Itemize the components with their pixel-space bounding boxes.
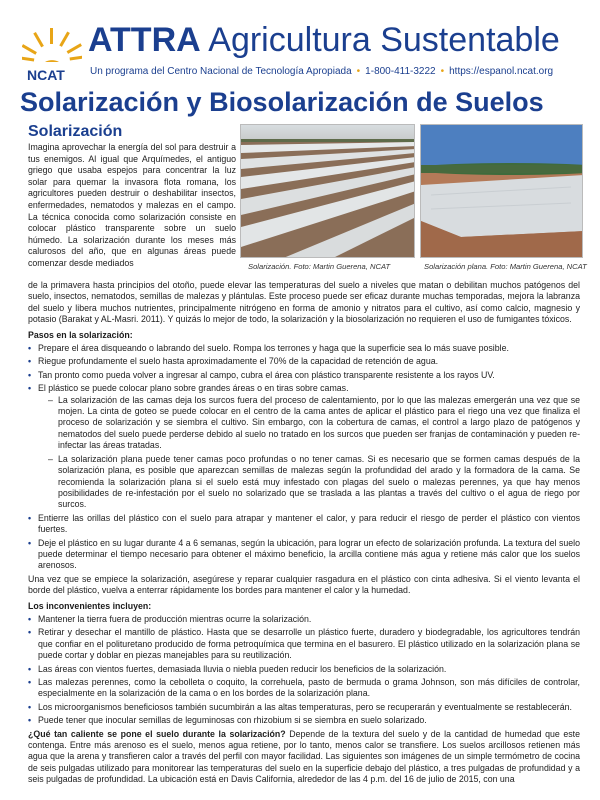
question-text: ¿Qué tan caliente se pone el suelo durante la solarización? [28,728,286,739]
intro-paragraph: Imagina aprovechar la energía del sol para destruir a tus enemigos. Al igual que Arquímedes, el antiguo griego que usaba espejos para concentrar la luz solar para quemar la invasora flota romana, los agricultores pueden destruir o deshabilitar insectos, enfermedades, nematodos y malezas en el campo. La técnica conocida como solarización consiste en colocar plástico transparente sobre un suelo húmedo. La solarización durante los meses más calurosos del año, que en algunas áreas puede comenzar desde mediados [28,142,236,268]
header-subline [90,66,553,77]
logo-text: NCAT [27,67,65,82]
section-heading: Solarización [28,123,123,140]
cons-heading: Los inconvenientes incluyen: [28,600,152,611]
separator-dot-icon: • [440,66,445,77]
photo2-caption: Solarización plana. Foto: Martin Guerena, NCAT [424,262,587,271]
list-item: • Riegue profundamente el suelo hasta aproximadamente el 70% de la capacidad de retención de agua. [28,356,580,367]
photo1-caption: Solarización. Foto: Martin Guerena, NCAT [248,262,391,271]
brand-bold: ATTRA [88,21,201,59]
continuation-paragraph: de la primavera hasta principios del otoño, puede elevar las temperaturas del suelo a niveles que matan o debilitan muchos patógenos del suelo, insectos, nematodos, semillas de malezas y plántulas. Este proceso puede ser eficaz durante muchas temporadas, mejora la labranza del suelo y libera muchos nutrientes, principalmente nitrógeno en forma de amonio y nitratos para el cultivo, así como calcio, magnesio y potasio (Barakat y AL-Masri. 2011). Y quizás lo mejor de todo, la solarización y la biosolarización no requieren el uso de fumigantes tóxicos. [28,280,580,325]
list-item: – La solarización plana puede tener camas poco profundas o no tener camas. Si es necesario que se formen camas después de la solarización plana, es posible que aparezcan semillas de malezas según la profundidad del arado y la formadora de la cama. Se recomienda la solarización plana si el suelo está muy infestado con plagas del suelo o malezas perennes, ya que hay menos posibilidades de re-infestación por el suelo no solarizado que se traslada a las plantas a través del cultivo o el agua de riego por surcos. [48,454,580,511]
list-item: • Deje el plástico en su lugar durante 4 a 6 semanas, según la ubicación, para lograr un efecto de solarización profunda. La textura del suelo puede determinar el tiempo necesario para obtener el máximo beneficio, la arcilla contiene más agua y retiene más calor que los suelos arenosos. [28,538,580,572]
sub-steps-list [48,395,580,511]
list-item: • Tan pronto como pueda volver a ingresar al campo, cubra el área con plástico transparente resistente a los rayos UV. [28,370,580,381]
program-text: Un programa del Centro Nacional de Tecnología Apropiada [90,66,352,77]
steps-list [28,343,580,572]
ncat-sun-logo-icon [22,24,82,82]
brand-rest: Agricultura Sustentable [208,21,560,59]
page-header [0,0,600,88]
list-item: • Prepare el área disqueando o labrando del suelo. Rompa los terrones y haga que la superficie sea lo más suave posible. [28,343,580,354]
phone-text: 1-800-411-3222 [365,66,436,77]
list-item: • Puede tener que inocular semillas de leguminosas con rhizobium si se siembra en suelo solarizado. [28,715,580,726]
question-paragraph [28,729,580,786]
page-title: Solarización y Biosolarización de Suelos [20,87,544,117]
url-link[interactable]: https://espanol.ncat.org [449,66,554,77]
list-item: • Mantener la tierra fuera de producción mientras ocurre la solarización. [28,614,580,625]
list-item: – La solarización de las camas deja los surcos fuera del proceso de calentamiento, por lo que las malezas emergerán una vez que se mojen. La cinta de goteo se puede colocar en el centro de la cama antes de aplicar el plástico para el riego una vez que finaliza el proceso de solarización y se siembra el cultivo. Sin embargo, con la cobertura de camas, el control a largo plazo de patógenos y nematodos del suelo puede perderse debido al suelo no tratado en los surcos que pueden ser franjas de contaminación y pueden re-infectar las áreas tratadas. [48,395,580,452]
tear-note-paragraph: Una vez que se empiece la solarización, asegúrese y reparar cualquier rasgadura en el plástico con cinta adhesiva. Si el viento levanta el borde del plástico, vuelva a enterrar rápidamente los bordes para mantener el calor y la humedad. [28,573,580,596]
list-item: • Retirar y desechar el mantillo de plástico. Hasta que se desarrolle un plástico fuerte, duradero y biodegradable, los agricultores tendrán que confiar en el polituretano producido de forma petroquímica que termina en el basurero. El plástico utilizado en la solarización plana se puede cortar y doblar en piezas manejables para su reutilización. [28,627,580,661]
list-item: • Entierre las orillas del plástico con el suelo para atrapar y mantener el calor, y para reducir el riesgo de perder el plástico con vientos fuertes. [28,513,580,536]
separator-dot-icon: • [356,66,361,77]
cons-list [28,614,580,727]
list-item [28,383,580,510]
steps-heading: Pasos en la solarización: [28,329,133,340]
photo-bed-solarization [240,124,415,258]
photo-flat-solarization [420,124,583,258]
list-item: • Las malezas perennes, como la cebolleta o coquito, la correhuela, pasto de bermuda o grama Johnson, son más difíciles de controlar, especialmente en la solarización de la cama o en los bordes de la solarización plana. [28,677,580,700]
list-item: • Las áreas con vientos fuertes, demasiada lluvia o niebla pueden reducir los beneficios de la solarización. [28,664,580,675]
article-body [28,280,580,788]
answer-text: Depende de la textura del suelo y de la cantidad de humedad que este contenga. Entre más arenoso es el suelo, menos agua retiene, por lo tanto, menos calor se transfiere. Los suelos arcillosos retienen más agua que la arena y transfieren calor a través del perfil con mayor facilidad. Las siguientes son imágenes de un simple termómetro de cocina de seis pulgadas utilizado para monitorear las temperaturas del suelo en la superficie debajo del plástico, a tres pulgadas de profundidad y a seis pulgadas de profundidad. La ubicación está en Davis California, alrededor de las 4 p.m. del 16 de julio de 2015, con una [28,728,580,785]
list-item-text: El plástico se puede colocar plano sobre grandes áreas o en tiras sobre camas. [38,383,349,394]
list-item: • Los microorganismos beneficiosos también sucumbirán a las altas temperaturas, pero se recuperarán y eventualmente se restablecerán. [28,702,580,713]
brand-title [88,20,560,60]
